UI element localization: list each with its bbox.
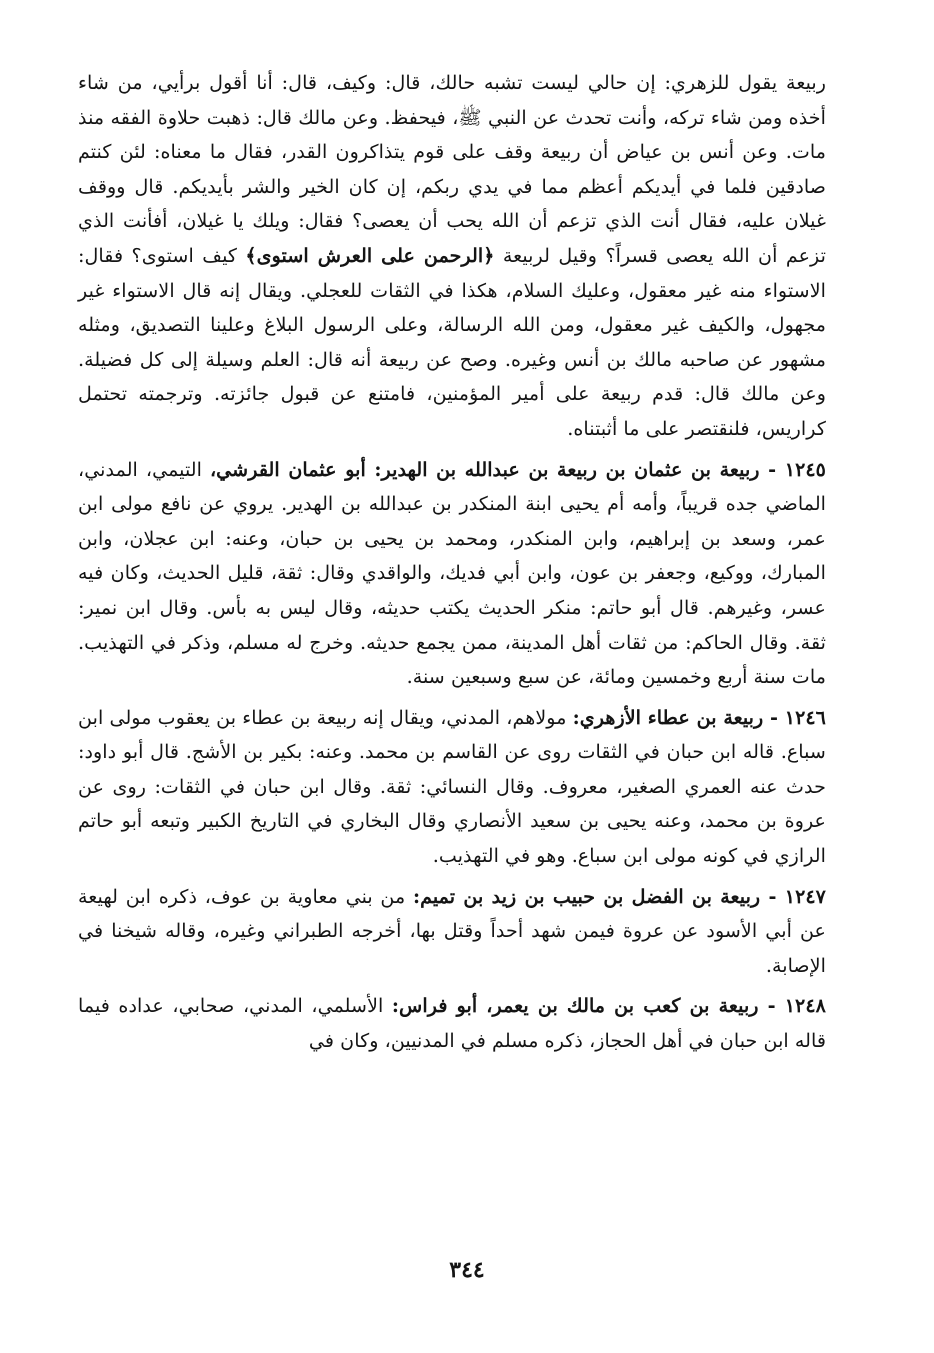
entry-1248 [78, 989, 826, 1058]
entry-1246 [78, 701, 826, 874]
entry-heading: ١٢٤٨ - ربيعة بن كعب بن مالك بن يعمر، أبو فراس: [391, 994, 826, 1018]
entry-body: الأسلمي، المدني، صحابي، عداده فيما قاله ابن حبان في أهل الحجاز، ذكره مسلم في المدنيين، وكان في [78, 994, 826, 1053]
page-number: ٣٤٤ [449, 1257, 485, 1283]
entry-heading: ١٢٤٥ - ربيعة بن عثمان بن ربيعة بن عبدالله بن الهدير: أبو عثمان القرشي، [209, 457, 826, 481]
entry-heading: ١٢٤٧ - ربيعة بن الفضل بن حبيب بن زيد بن تميم: [413, 884, 826, 908]
intro-text: ربيعة يقول للزهري: إن حالي ليست تشبه حالك، قال: وكيف، قال: أنا أقول برأيي، من شاء أخذه ومن شاء تركه، وأنت تحدث عن النبي ﷺ، فيحفظ. وعن مالك قال: ذهبت حلاوة الفقه منذ مات. وعن أنس بن عياض أن ربيعة وقف على قوم يتذاكرون القدر، فقال ما معناه: لئن كنتم صادقين فلما في أيديكم أعظم مما في يدي ربكم، إن كان الخير والشر بأيديكم. قال ووقف غيلان عليه، فقال أنت الذي تزعم أن الله يحب أن يعصى؟ فقال: ويلك يا غيلان، أفأنت الذي تزعم أن الله يعصى قسراً؟ وقيل لربيعة [78, 71, 826, 267]
entry-heading: ١٢٤٦ - ربيعة بن عطاء الأزهري: [572, 705, 826, 729]
page-body [78, 66, 826, 1065]
intro-paragraph [78, 66, 826, 447]
quran-verse: ﴿الرحمن على العرش استوى﴾ [245, 243, 495, 267]
entry-body: التيمي، المدني، الماضي جده قريباً، وأمه أم يحيى ابنة المنكدر بن عبدالله بن الهدير. يروي عن نافع مولى ابن عمر، وسعد بن إبراهيم، وابن المنكدر، ومحمد بن يحيى بن حبان، وعنه: ابن عجلان، وابن المبارك، ووكيع، وجعفر بن عون، وابن أبي فديك، والواقدي وقال: ثقة، قليل الحديث، وكان فيه عسر، وغيرهم. قال أبو حاتم: منكر الحديث يكتب حديثه، وقال ليس به بأس. وقال ابن نمير: ثقة. وقال الحاكم: من ثقات أهل المدينة، ممن يجمع حديثه. وخرج له مسلم، وذكر في التهذيب. مات سنة أربع وخمسين ومائة، عن سبع وسبعين سنة. [78, 457, 826, 689]
entry-1247 [78, 880, 826, 984]
intro-rest: كيف استوى؟ فقال: الاستواء منه غير معقول، وعليك السلام، هكذا في الثقات للعجلي. ويقال إنه قال الاستواء غير مجهول، والكيف غير معقول، ومن الله الرسالة، وعلى الرسول البلاغ وعلينا التصديق، ومثله مشهور عن صاحبه مالك بن أنس وغيره. وصح عن ربيعة أنه قال: العلم وسيلة إلى كل فضيلة. وعن مالك قال: قدم ربيعة على أمير المؤمنين، فامتنع عن قبول جائزته. وترجمته تحتمل كراريس، فلنقتصر على ما أثبتناه. [78, 243, 826, 440]
entry-1245 [78, 453, 826, 695]
entry-body: من بني معاوية بن عوف، ذكره ابن لهيعة عن أبي الأسود عن عروة فيمن شهد أحداً وقتل بها، أخرجه الطبراني وغيره، وقاله شيخنا في الإصابة. [78, 884, 826, 977]
entry-body: مولاهم، المدني، ويقال إنه ربيعة بن عطاء بن يعقوب مولى ابن سباع. قاله ابن حبان في الثقات روى عن القاسم بن محمد. وعنه: بكير بن الأشج. قال أبو داود: حدث عنه العمري الصغير، معروف. وقال النسائي: ثقة. وقال ابن حبان في الثقات: روى عن عروة بن محمد، وعنه يحيى بن سعيد الأنصاري وقال البخاري في التاريخ الكبير وتبعه أبو حاتم الرازي في كونه مولى ابن سباع. وهو في التهذيب. [78, 705, 826, 868]
